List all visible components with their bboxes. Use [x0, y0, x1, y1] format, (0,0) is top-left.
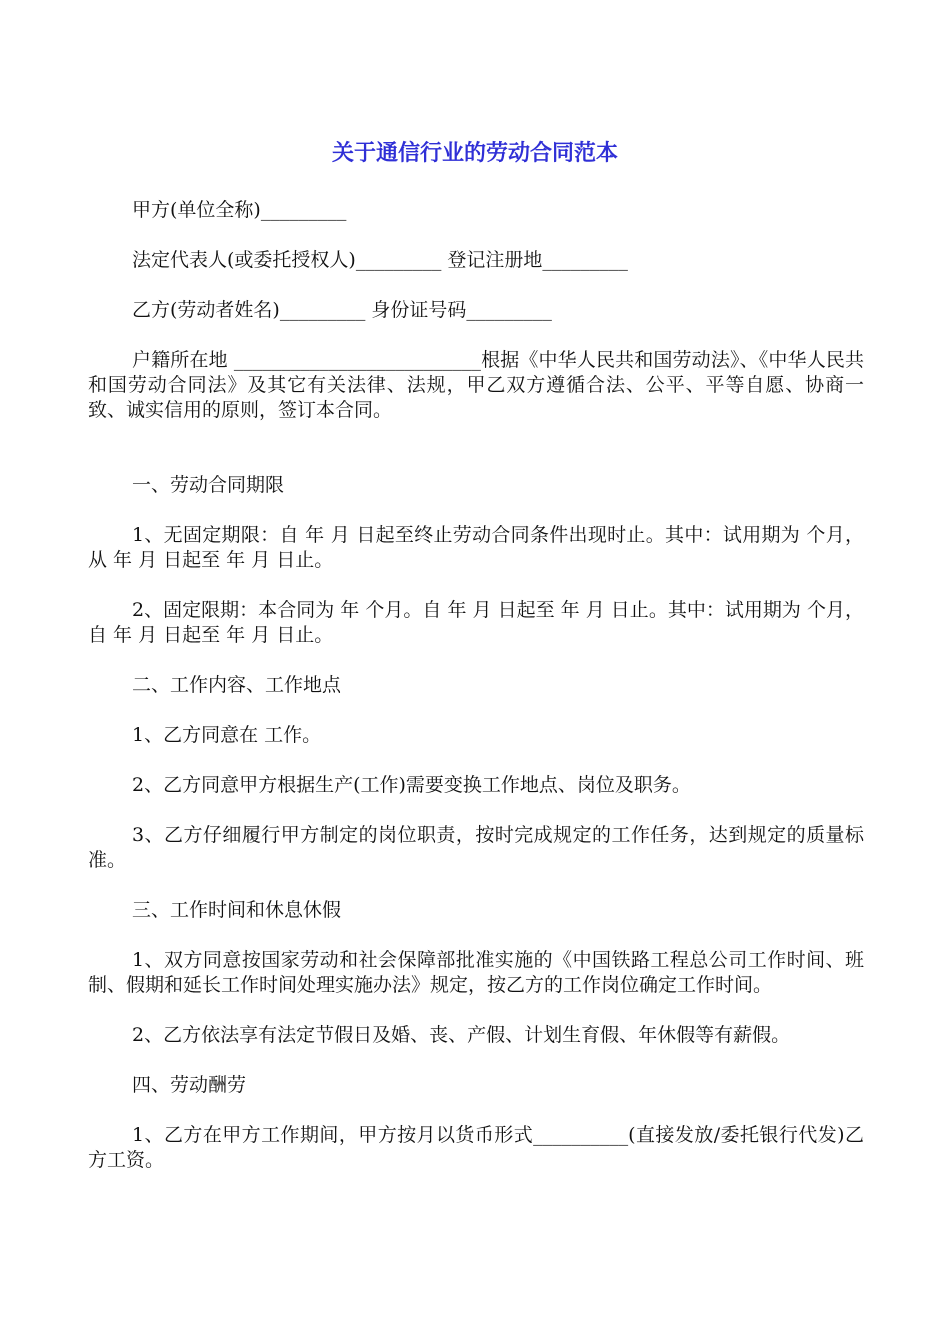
legal-representative-line: 法定代表人(或委托授权人)_________ 登记注册地_________ [132, 249, 628, 271]
clause-2-1: 1、乙方同意在 工作。 [132, 724, 322, 746]
section-3-heading: 三、工作时间和休息休假 [132, 899, 342, 921]
party-a-line: 甲方(单位全称)_________ [132, 199, 347, 221]
clause-2-2: 2、乙方同意甲方根据生产(工作)需要变换工作地点、岗位及职务。 [132, 774, 691, 796]
clause-1-2: 2、固定限期：本合同为 年 个月。自 年 月 日起至 年 月 日止。其中：试用期为 个月，自 年 月 日起至 年 月 日止。 [88, 599, 864, 646]
section-1-heading: 一、劳动合同期限 [132, 474, 285, 496]
clause-2-3: 3、乙方仔细履行甲方制定的岗位职责，按时完成规定的工作任务，达到规定的质量标准。 [88, 824, 864, 871]
section-2-heading: 二、工作内容、工作地点 [132, 674, 342, 696]
preamble-paragraph: 户籍所在地 __________________________根据《中华人民共和国劳动法》、《中华人民共和国劳动合同法》及其它有关法律、法规，甲乙双方遵循合法、公平、平等自愿、协商一致、诚实信用的原则，签订本合同。 [88, 349, 864, 421]
clause-1-1: 1、无固定期限：自 年 月 日起至终止劳动合同条件出现时止。其中：试用期为 个月，从 年 月 日起至 年 月 日止。 [88, 524, 864, 571]
party-b-line: 乙方(劳动者姓名)_________ 身份证号码_________ [132, 299, 552, 321]
clause-3-2: 2、乙方依法享有法定节假日及婚、丧、产假、计划生育假、年休假等有薪假。 [132, 1024, 791, 1046]
clause-4-1: 1、乙方在甲方工作期间，甲方按月以货币形式__________(直接发放/委托银行代发)乙方工资。 [88, 1124, 864, 1171]
document-title: 关于通信行业的劳动合同范本 [331, 141, 618, 166]
section-4-heading: 四、劳动酬劳 [132, 1074, 247, 1096]
clause-3-1: 1、双方同意按国家劳动和社会保障部批准实施的《中国铁路工程总公司工作时间、班制、假期和延长工作时间处理实施办法》规定，按乙方的工作岗位确定工作时间。 [88, 949, 864, 996]
document-body [88, 198, 864, 1173]
